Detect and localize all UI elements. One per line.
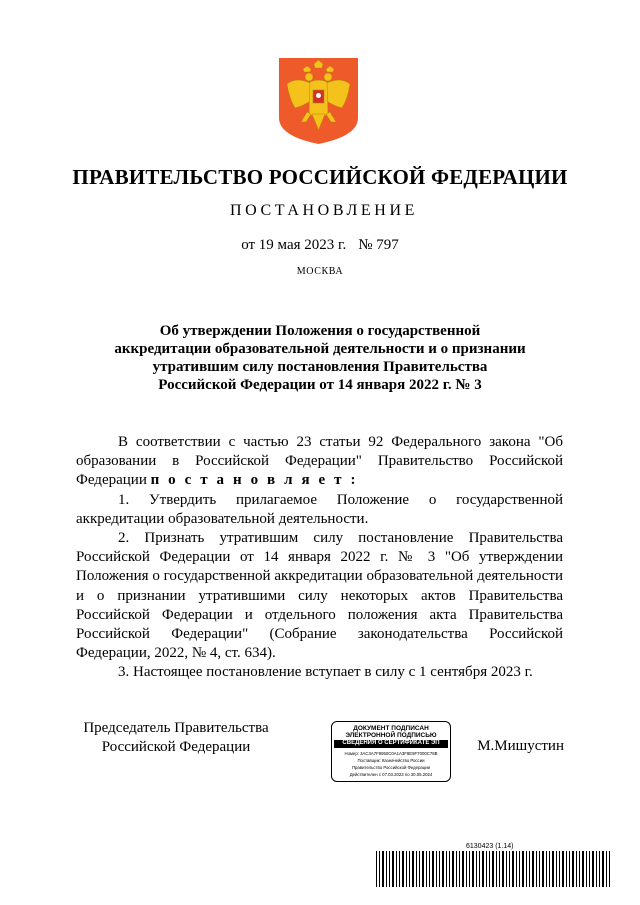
barcode-bar (416, 851, 417, 887)
barcode-bar (552, 851, 554, 887)
barcode-bar (446, 851, 447, 887)
barcode-bar (572, 851, 574, 887)
barcode-bar (399, 851, 400, 887)
stamp-issuer: Поставщик: Казначейство России (357, 757, 425, 763)
barcode-bar (532, 851, 534, 887)
document-number: № 797 (358, 237, 399, 253)
body-intro: В соответствии с частью 23 статьи 92 Федерального закона "Об образовании в Российской Федерации" Правительство Российской Федерации (76, 434, 563, 489)
barcode-bar (499, 851, 500, 887)
barcode-bar (562, 851, 564, 887)
barcode-bar (452, 851, 454, 887)
barcode-bar (409, 851, 410, 887)
barcode-bar (596, 851, 597, 887)
barcode-bar (449, 851, 450, 887)
coat-of-arms-emblem (279, 58, 358, 144)
stamp-title: ДОКУМЕНТ ПОДПИСАН (353, 725, 429, 732)
document-date: от 19 мая 2023 г. (241, 237, 347, 253)
barcode-bar (429, 851, 430, 887)
stamp-band: СВЕДЕНИЯ О СЕРТИФИКАТЕ ЭП (334, 740, 448, 748)
barcode-bar (506, 851, 507, 887)
barcode-bar (546, 851, 547, 887)
barcode-bar (466, 851, 467, 887)
barcode-bar (459, 851, 460, 887)
barcode-bar (492, 851, 494, 887)
stamp-validity: Действителен с 07.03.2023 по 30.05.2024 (349, 771, 433, 777)
barcode-bar (516, 851, 517, 887)
barcode-bar (432, 851, 434, 887)
barcode-bar (606, 851, 607, 887)
signer-position (76, 719, 276, 757)
barcode-bar (522, 851, 524, 887)
barcode-bar (592, 851, 594, 887)
barcode-bar (402, 851, 404, 887)
barcode-bar (419, 851, 420, 887)
barcode-bar (542, 851, 544, 887)
barcode (376, 851, 614, 887)
barcode-bar (589, 851, 590, 887)
barcode-bar (536, 851, 537, 887)
barcode-bar (599, 851, 600, 887)
document-body (76, 433, 563, 683)
barcode-bar (582, 851, 584, 887)
barcode-bar (456, 851, 457, 887)
body-item: 3. Настоящее постановление вступает в силу с 1 сентября 2023 г. (118, 664, 533, 681)
barcode-bar (406, 851, 407, 887)
signer-position-line: Российской Федерации (101, 739, 251, 755)
barcode-bar (376, 851, 377, 887)
stamp-issuer: Правительство Российской Федерации (351, 764, 431, 770)
barcode-bar (509, 851, 510, 887)
document-type: ПОСТАНОВЛЕНИЕ (230, 202, 418, 219)
barcode-bar (609, 851, 610, 887)
barcode-bar (436, 851, 437, 887)
barcode-bar (579, 851, 580, 887)
subject-line: Об утверждении Положения о государственной (159, 323, 481, 339)
barcode-bar (502, 851, 504, 887)
barcode-bar (519, 851, 520, 887)
barcode-bar (539, 851, 540, 887)
signer-position-line: Председатель Правительства (83, 720, 269, 736)
barcode-bar (566, 851, 567, 887)
barcode-bar (439, 851, 440, 887)
barcode-bar (486, 851, 487, 887)
barcode-bar (512, 851, 514, 887)
stamp-subtitle: ЭЛЕКТРОННОЙ ПОДПИСЬЮ (345, 732, 437, 739)
barcode-bar (576, 851, 577, 887)
barcode-bar (386, 851, 387, 887)
barcode-bar (496, 851, 497, 887)
barcode-bar (462, 851, 464, 887)
barcode-bar (569, 851, 570, 887)
barcode-bar (392, 851, 394, 887)
electronic-signature-stamp (331, 721, 451, 782)
barcode-bar (476, 851, 477, 887)
barcode-bar (559, 851, 560, 887)
barcode-bar (382, 851, 384, 887)
decree-word: п о с т а н о в л я е т : (150, 472, 359, 489)
barcode-bar (426, 851, 427, 887)
barcode-bar (489, 851, 490, 887)
body-intro-paragraph (76, 433, 563, 491)
subject-line: утратившим силу постановления Правительства (152, 359, 488, 375)
body-item: 1. Утвердить прилагаемое Положение о государственной аккредитации образовательной деятельности. (76, 491, 563, 527)
barcode-bar (442, 851, 444, 887)
document-date-line (0, 237, 640, 254)
government-title: ПРАВИТЕЛЬСТВО РОССИЙСКОЙ ФЕДЕРАЦИИ (72, 165, 568, 189)
city: МОСКВА (296, 266, 344, 277)
barcode-bar (602, 851, 604, 887)
body-item: 2. Признать утратившим силу постановление Правительства Российской Федерации от 14 января 2022 г. № 3 "Об утверждении Положения о государственной аккредитации образовательной деятельности и о признании утратившими силу некоторых актов Правительства Российской Федерации и отдельного положения акта Правительства Российской Федерации" (Собрание законодательства Российской Федерации, 2022, № 4, ст. 634). (76, 530, 563, 662)
barcode-bar (422, 851, 424, 887)
barcode-bar (469, 851, 470, 887)
barcode-bar (549, 851, 550, 887)
barcode-bar (529, 851, 530, 887)
barcode-bar (482, 851, 484, 887)
barcode-bar (389, 851, 390, 887)
subject-line: аккредитации образовательной деятельности и о признании (114, 341, 526, 357)
barcode-bar (479, 851, 480, 887)
signer-name: М.Мишустин (477, 738, 564, 754)
barcode-bar (472, 851, 474, 887)
barcode-bar (396, 851, 397, 887)
subject-line: Российской Федерации от 14 января 2022 г. № 3 (158, 377, 482, 393)
barcode-bar (412, 851, 414, 887)
document-subject (90, 322, 550, 394)
barcode-bar (379, 851, 380, 887)
barcode-bar (556, 851, 557, 887)
barcode-bar (586, 851, 587, 887)
document-code: 6130423 (1.14) (466, 843, 514, 850)
stamp-cert-number: Номер: 3AC3A7F8950C0A1A3F8E9F7000C78B (344, 750, 438, 756)
barcode-bar (526, 851, 527, 887)
